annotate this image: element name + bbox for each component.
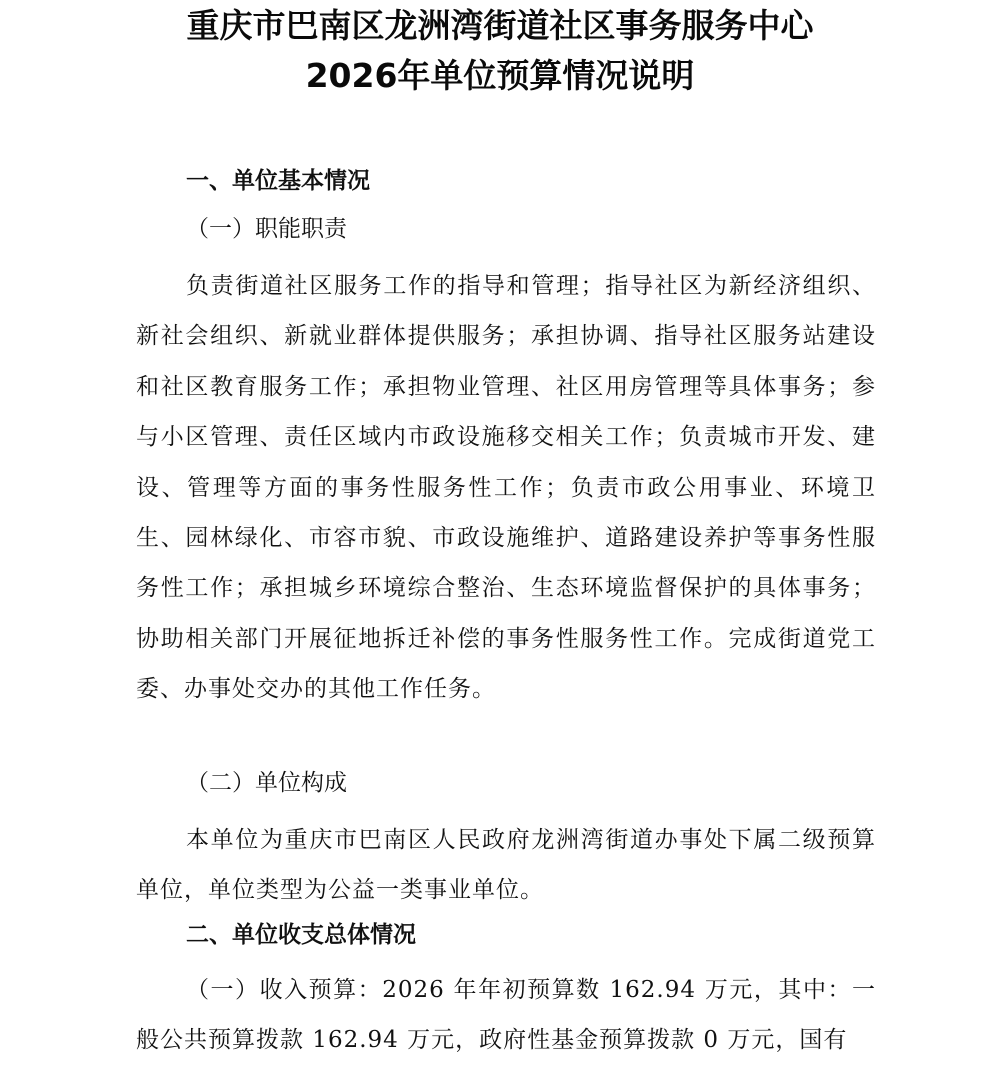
section-heading-unit-basic: 一、单位基本情况 (186, 168, 370, 194)
subheading-unit-composition: （二）单位构成 (186, 770, 347, 796)
paragraph-functions: 负责街道社区服务工作的指导和管理；指导社区为新经济组织、新社会组织、新就业群体提供服务；承担协调、指导社区服务站建设和社区教育服务工作；承担物业管理、社区用房管理等具体事务；参与小区管理、责任区域内市政设施移交相关工作；负责城市开发、建设、管理等方面的事务性服务性工作；负责市政公用事业、环境卫生、园林绿化、市容市貌、市政设施维护、道路建设养护等事务性服务性工作；承担城乡环境综合整治、生态环境监督保护的具体事务；协助相关部门开展征地拆迁补偿的事务性服务性工作。完成街道党工委、办事处交办的其他工作任务。 (136, 273, 876, 703)
section-heading-revenue-expenditure: 二、单位收支总体情况 (186, 922, 416, 948)
document-title-line2: 2026年单位预算情况说明 (305, 56, 695, 95)
subheading-functions: （一）职能职责 (186, 216, 347, 242)
document-title-line1: 重庆市巴南区龙洲湾街道社区事务服务中心 (186, 6, 814, 45)
paragraph-unit-composition: 本单位为重庆市巴南区人民政府龙洲湾街道办事处下属二级预算单位，单位类型为公益一类事业单位。 (136, 827, 876, 904)
paragraph-revenue-budget: （一）收入预算：2026 年年初预算数 162.94 万元，其中：一般公共预算拨款 162.94 万元，政府性基金预算拨款 0 万元，国有 (136, 977, 876, 1054)
